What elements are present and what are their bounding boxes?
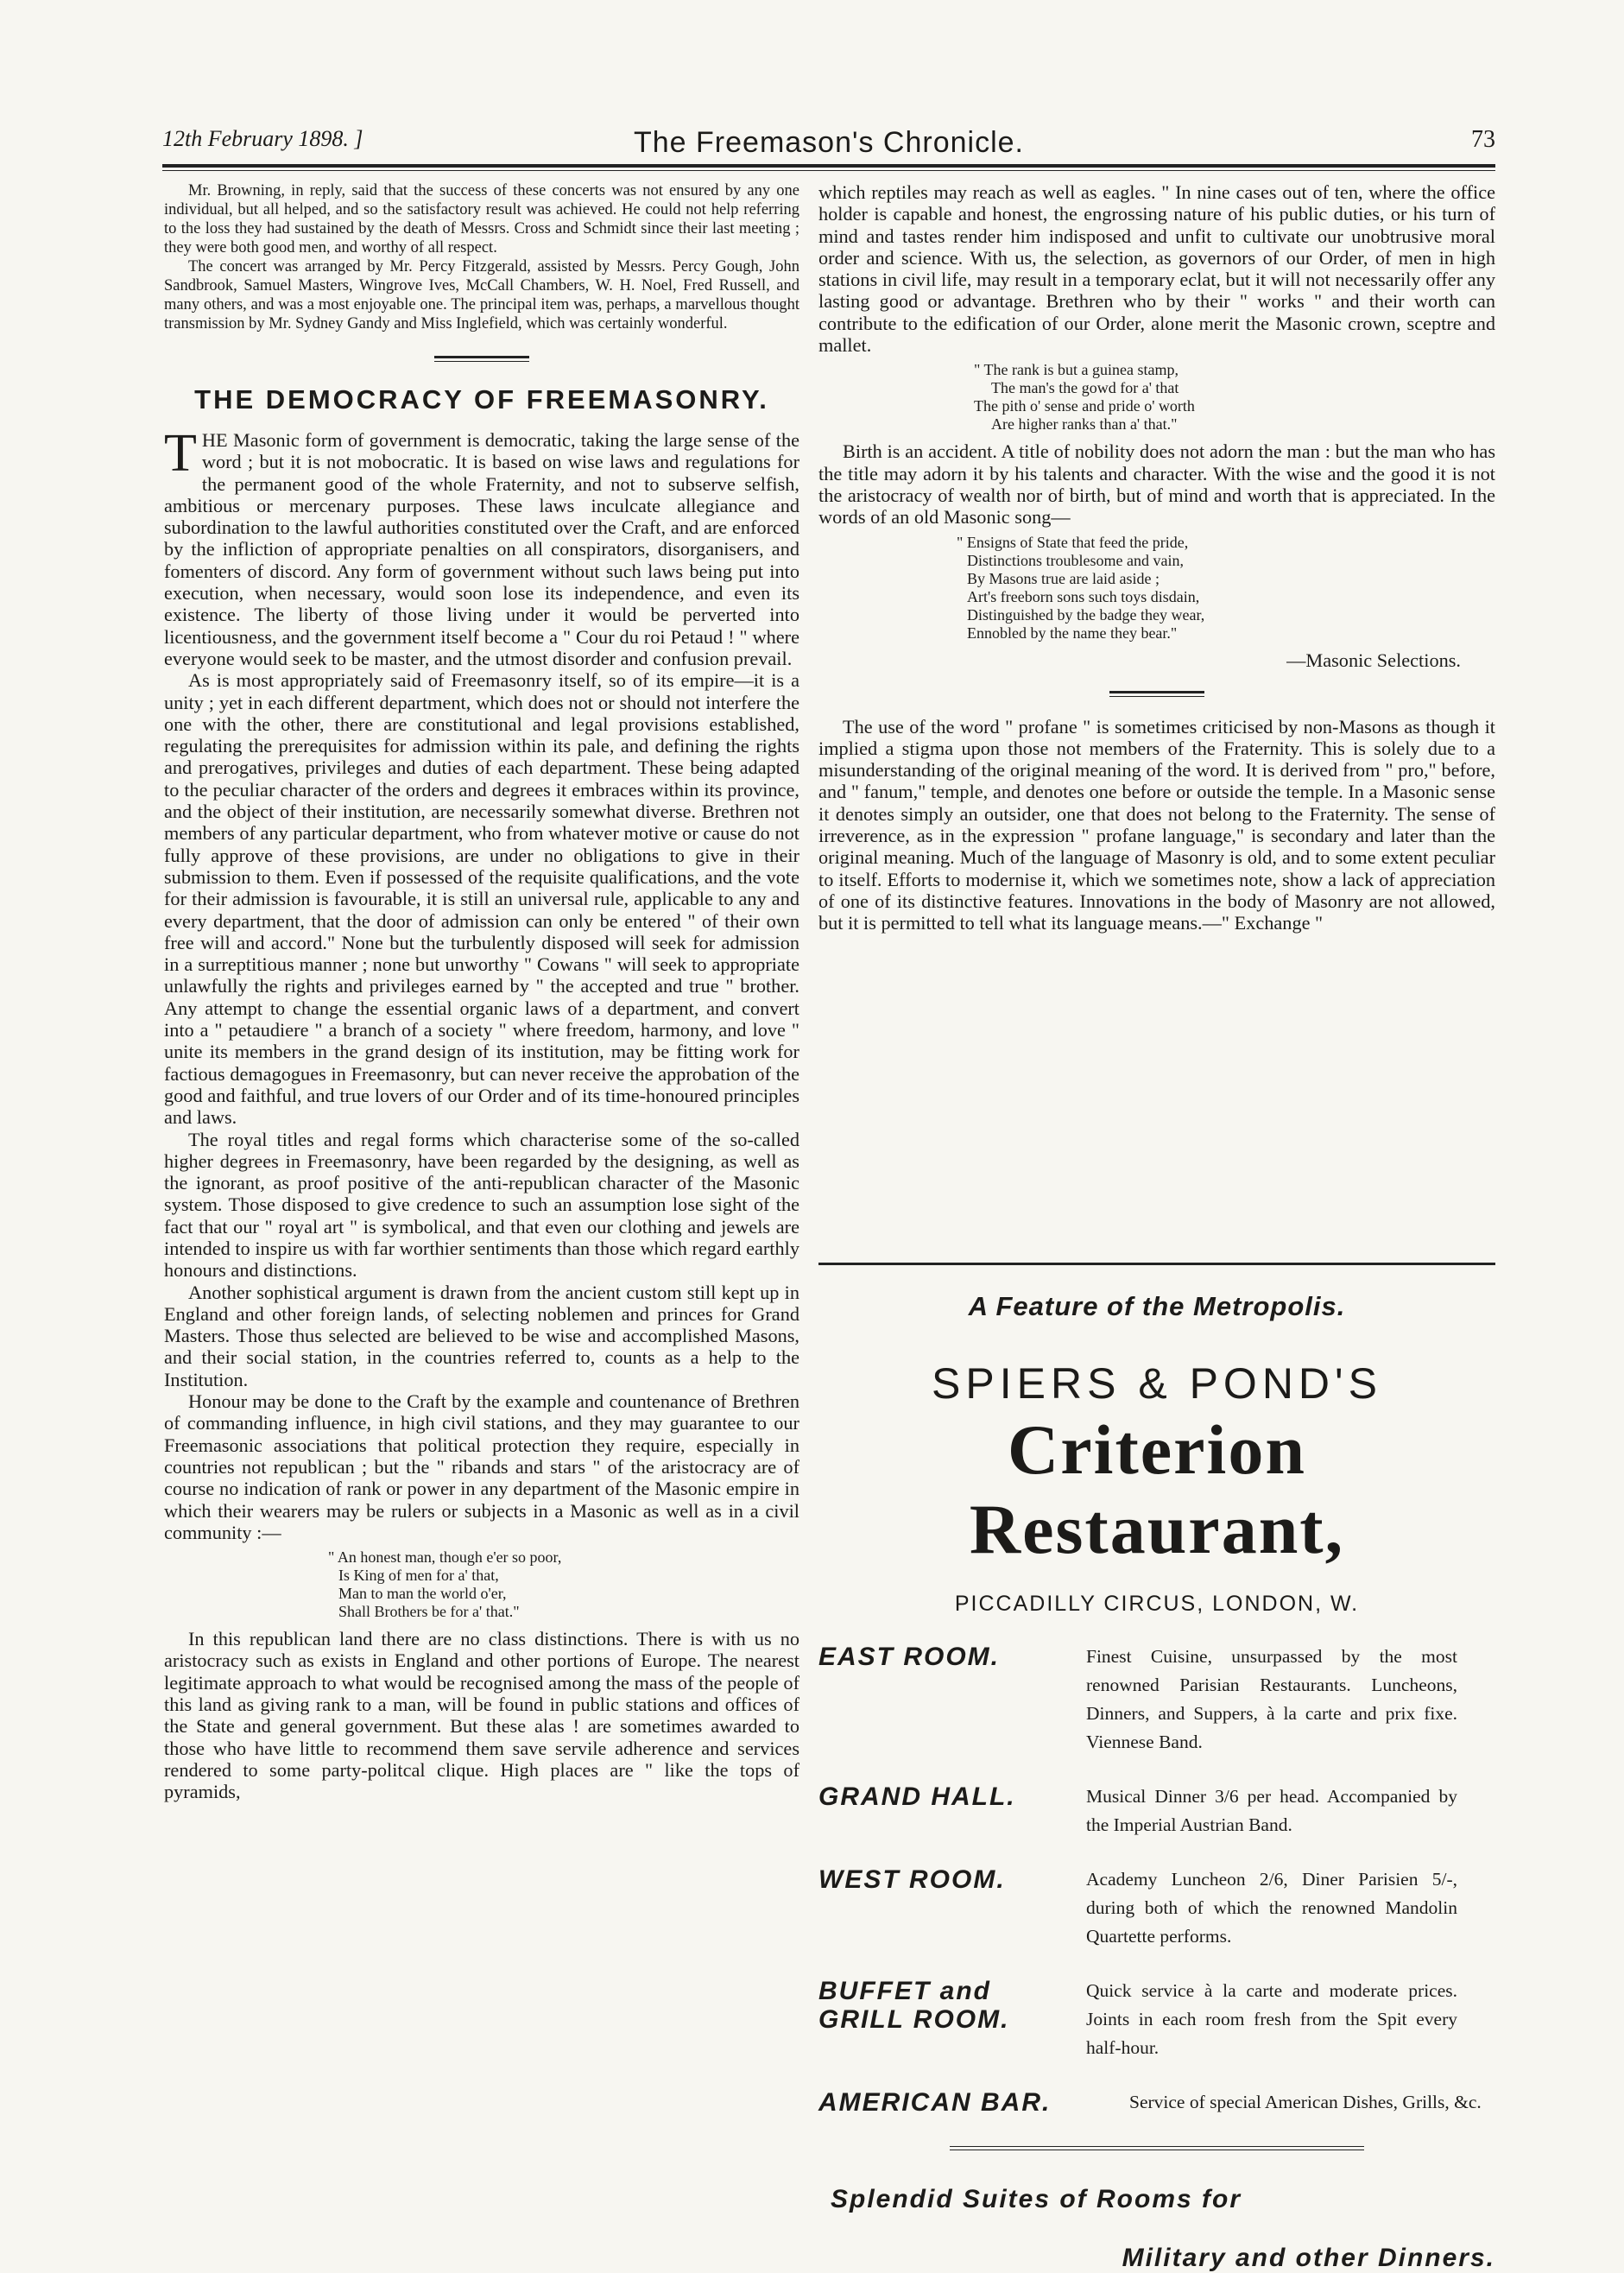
room-description: Quick service à la carte and moderate prices. Joints in each room fresh from the Spit every half-hour. [1086,1980,1457,2058]
right-column [818,181,1495,934]
left-column [164,181,799,1803]
verse-line: Distinctions troublesome and vain, [967,551,1184,569]
verse-line: " The rank is but a guinea stamp, [974,361,1179,379]
verse-line: By Masons true are laid aside ; [967,569,1160,587]
verse-line: Ennobled by the name they bear." [967,624,1178,642]
section-divider [1109,691,1204,697]
ad-address: PICCADILLY CIRCUS, LONDON, W. [954,1592,1360,1616]
room-entry [818,2088,1495,2117]
header-rule-thin [162,170,1495,171]
verse-line: " Ensigns of State that feed the pride, [957,533,1189,551]
ad-footer-line-1: Splendid Suites of Rooms for [831,2185,1242,2213]
room-entry [818,1865,1495,1951]
verse-line: Is King of men for a' that, [338,1567,499,1585]
ad-tagline: A Feature of the Metropolis. [968,1291,1346,1321]
ad-footer-line-2: Military and other Dinners. [1122,2244,1495,2272]
article-paragraph-5: Honour may be done to the Craft by the example and countenance of Brethren of commanding influence, in high civil stations, and they may guarantee to our Freemasonic associations that political protection they require, especially in countries not republican ; but the " ribands and stars " of the aristocracy are of course no indication of rank or power in any department of the Masonic empire in which their wearers may be rulers or subjects in a Masonic as well as in a civil community :— [164,1390,799,1543]
room-name: GRAND HALL. [818,1782,1016,1811]
verse-line: The pith o' sense and pride o' worth [974,397,1195,415]
issue-date: 12th February 1898. ] [162,126,363,151]
ad-restaurant-name: Criterion Restaurant, [969,1410,1345,1568]
room-description: Musical Dinner 3/6 per head. Accompanied by the Imperial Austrian Band. [1086,1786,1457,1835]
attribution: —Masonic Selections. [1286,649,1461,671]
room-entry [818,1782,1495,1839]
room-name: BUFFET and GRILL ROOM. [818,1977,1010,2034]
verse-line: Art's freeborn sons such toys disdain, [967,587,1200,605]
article-paragraph-6: In this republican land there are no class distinctions. There is with us no aristocracy such as exists in England and other portions of Europe. The nearest legitimate approach to what would be recognised among the mass of the people of this land as giving rank to a man, will be found in public stations and offices of the State and general government. But these alas ! are sometimes awarded to those who have little to recommend them save servile adherence and services rendered to some party-politcal clique. High places are " like the tops of pyramids, [164,1628,799,1803]
article-paragraph-4: Another sophistical argument is drawn from the ancient custom still kept up in England and other foreign lands, of selecting noblemen and princes for Grand Masters. Those thus selected are believed to be wise and accomplished Masons, and their social station, in the countries referred to, counts as a help to the Institution. [164,1281,799,1390]
verse-line: Shall Brothers be for a' that." [338,1603,520,1621]
concert-paragraph-2: The concert was arranged by Mr. Percy Fitzgerald, assisted by Messrs. Percy Gough, John Sandbrook, Samuel Masters, Wingrove Ives, McCall Chambers, W. H. Noel, Fred Russell, and many others, and was a most enjoyable one. The principal item was, perhaps, a marvellous thought transmission by Mr. Sydney Gandy and Miss Inglefield, which was certainly wonderful. [164,258,799,332]
verse-line: Distinguished by the badge they wear, [967,605,1205,624]
verse-line: Man to man the world o'er, [338,1585,507,1603]
room-entry [818,1643,1495,1757]
room-entry [818,1977,1495,2062]
header-rule [162,164,1495,168]
room-description: Academy Luncheon 2/6, Diner Parisien 5/-, during both of which the renowned Mandolin Quartette performs. [1086,1869,1457,1947]
ad-proprietor: SPIERS & POND'S [932,1359,1382,1408]
room-name: EAST ROOM. [818,1643,1001,1671]
verse-line: " An honest man, though e'er so poor, [328,1548,562,1567]
verse-burns-1 [328,1548,799,1621]
profane-paragraph: The use of the word " profane " is sometimes criticised by non-Masons as though it implied a stigma upon those not members of the Fraternity. This is solely due to a misunderstanding of the original meaning of the word. It is derived from " pro," before, and " fanum," temple, and denotes one before or outside the temple. In a Masonic sense it denotes simply an outsider, one that does not belong to the Fraternity. The sense of irreverence, as in the expression " profane language," is secondary and later than the original meaning. Much of the language of Masonry is old, and to some extent peculiar to itself. Efforts to modernise it, which we sometimes note, show a lack of appreciation of one of its distinctive features. Innovations in the body of Masonry are not allowed, but it is permitted to tell what its language means.—" Exchange " [818,715,1495,934]
verse-line: Are higher ranks than a' that." [991,415,1178,434]
drop-cap: T [164,424,197,483]
page-number: 73 [1471,126,1495,153]
verse-burns-2 [974,361,1495,434]
ad-top-rule [818,1263,1495,1265]
verse-line: The man's the gowd for a' that [991,379,1179,397]
article-paragraph-2: As is most appropriately said of Freemasonry itself, so of its empire—it is a unity ; yet in each different department, which does not or should not interfere the one with the other, there are constitutional and legal provisions established, regulating the prerequisites for admission within its pale, and defining the rights and prerogatives, privileges and duties of each department. These being adapted to the peculiar character of the orders and degrees it embraces within its province, and the object of their institution, are necessarily somewhat diverse. Brethren not members of any particular department, who from whatever motive or cause do not fully approve of these provisions, are under no obligations to give in their submission to them. Even if possessed of the requisite qualifications, and the vote for their admission is favourable, it is still an universal rule, applicable to any and every department, that the door of admission can only be entered " of their own free will and accord." None but the turbulently disposed will seek for admission in a surreptitious manner ; none but unworthy " Cowans " will seek to appropriate unlawfully the rights and privileges earned by " the accepted and true " brother. Any attempt to change the essential organic laws of a department, and convert into a " petaudiere " a branch of a society " where freedom, harmony, and love " unite its members in the grand design of its institution, may be fitting work for factious demagogues in Freemasonry, but can never receive the approbation of the good and faithful, and true lovers of our Order and of its time-honoured principles and laws. [164,669,799,1129]
concert-paragraph-1: Mr. Browning, in reply, said that the success of these concerts was not ensured by any one individual, but all helped, and so the satisfactory result was achieved. He could not help referring to the loss they had sustained by the death of Messrs. Cross and Schmidt since their last meeting ; they were both good men, and worthy of all respect. [164,182,799,256]
criterion-advertisement [818,1263,1495,2273]
room-name: AMERICAN BAR. [818,2088,1052,2117]
article-paragraph-7: which reptiles may reach as well as eagles. " In nine cases out of ten, where the office holder is capable and honest, the engrossing nature of his public duties, or his turn of mind and tastes render him indisposed and unfit to cultivate our unobtrusive moral order and science. With us, the selection, as governors of our Order, of men in high stations in civil life, may result in a temporary eclat, but it will not necessarily offer any lasting good or advantage. Brethren who by their " works " and their worth can contribute to the edification of our Order, alone merit the Masonic crown, sceptre and mallet. [818,181,1495,357]
article-paragraph-3: The royal titles and regal forms which characterise some of the so-called higher degrees in Freemasonry, have been regarded by the designing, as well as the ignorant, as proof positive of the anti-republican character of the Masonic system. Those disposed to give credence to such an assumption lose sight of the fact that our " royal art " is symbolical, and that even our clothing and jewels are intended to inspire us with far worthier sentiments than those which regard earthly honours and distinctions. [164,1128,799,1282]
room-description: Service of special American Dishes, Grills, &c. [1129,2092,1482,2112]
page-header [162,126,1495,164]
publication-title: The Freemason's Chronicle. [634,126,1024,159]
article-heading: THE DEMOCRACY OF FREEMASONRY. [194,384,769,415]
article-paragraph-8: Birth is an accident. A title of nobility does not adorn the man : but the man who has the title may adorn it by his talents and character. With the wise and the good it is not the aristocracy of wealth nor of birth, but of mind and worth that is appreciated. In the words of an old Masonic song— [818,440,1495,529]
room-name: WEST ROOM. [818,1865,1006,1894]
verse-masonic-song [957,534,1495,643]
room-description: Finest Cuisine, unsurpassed by the most renowned Parisian Restaurants. Luncheons, Dinners, and Suppers, à la carte and prix fixe. Viennese Band. [1086,1646,1457,1752]
article-paragraph-1: THE Masonic form of government is democratic, taking the large sense of the word ; but it is not mobocratic. It is based on wise laws and regulations for the permanent good of the whole Fraternity, and not to subserve selfish, ambitious or mercenary purposes. These laws inculcate allegiance and subordination to the lawful authorities constituted over the Craft, and are enforced by the infliction of appropriate penalties on all conspirators, disorganisers, and fomenters of discord. Any form of government without such laws being put into execution, when necessary, would soon lose its independence, and even its existence. The liberty of those living under it would be perverted into licentiousness, and the government itself become a " Cour du roi Petaud ! " where everyone would seek to be master, and the utmost disorder and confusion prevail. [164,424,799,669]
ad-divider [950,2146,1364,2150]
section-divider [434,356,529,362]
